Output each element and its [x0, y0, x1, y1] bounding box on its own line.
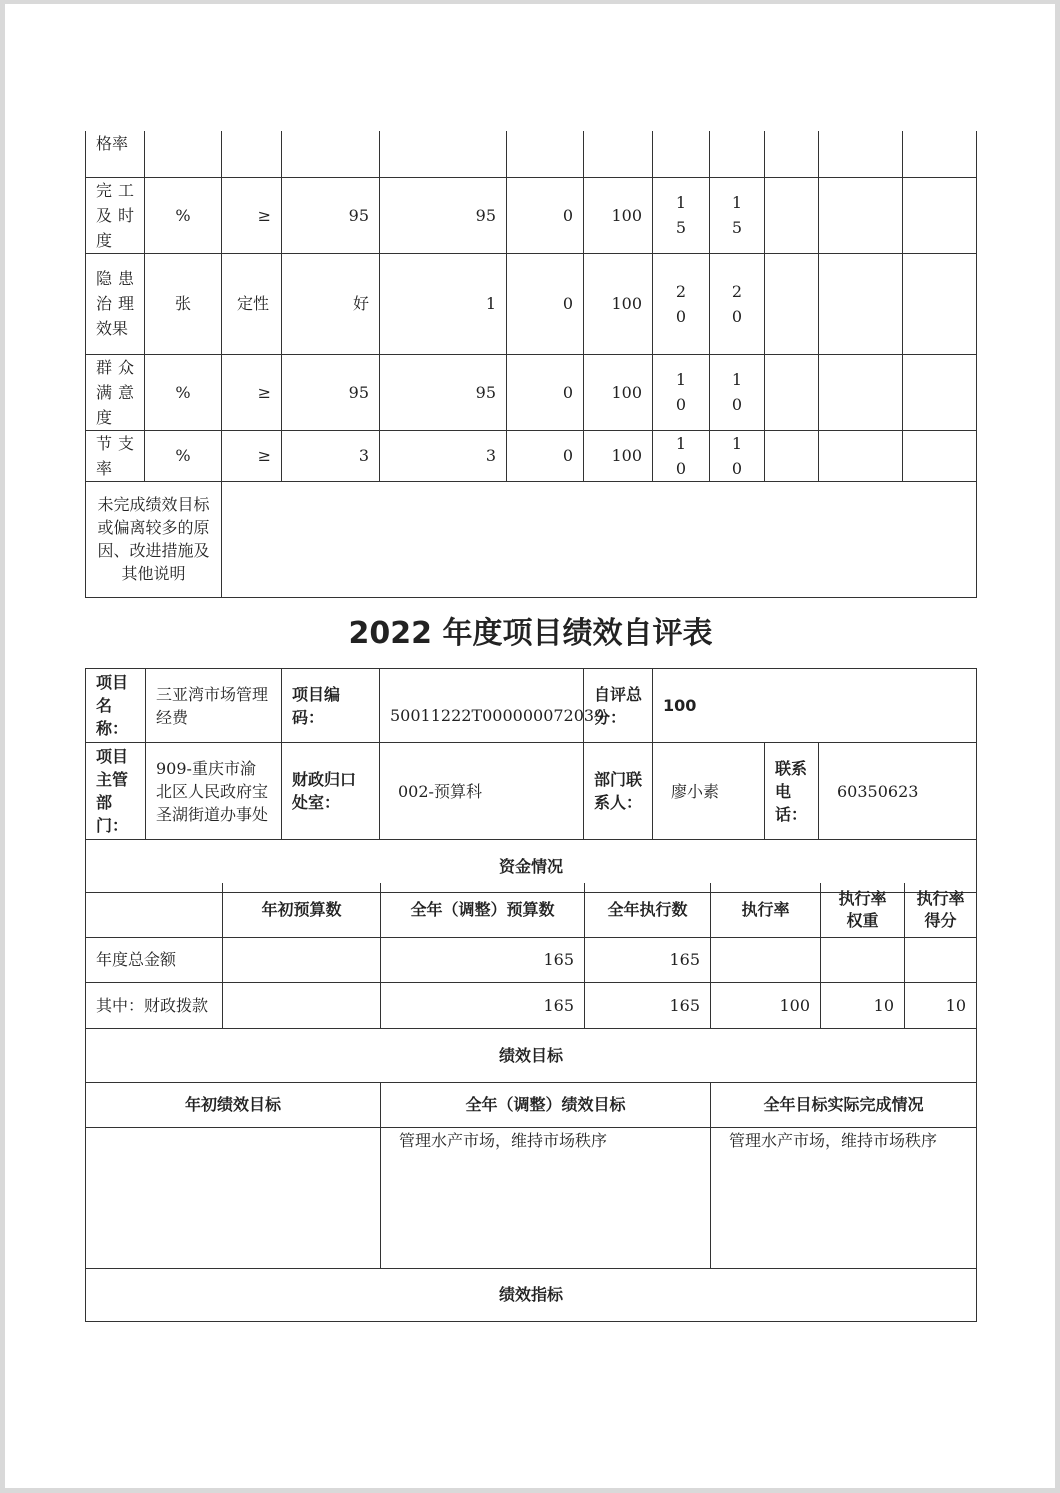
target-cell: 95 — [282, 354, 380, 430]
goals-header: 年初绩效目标 — [86, 1082, 381, 1127]
score-value: 100 — [653, 669, 977, 743]
funds-cell: 100 — [711, 982, 821, 1028]
actual-cell: 3 — [380, 430, 507, 481]
weight-cell: 1 0 — [653, 430, 710, 481]
goals-section-title: 绩效目标 — [86, 1028, 977, 1082]
target-cell: 3 — [282, 430, 380, 481]
value-cell: 0 — [507, 354, 584, 430]
dept-value: 909-重庆市渝北区人民政府宝圣湖街道办事处 — [146, 743, 282, 840]
indicator-name: 完工及时度 — [86, 177, 145, 253]
goal-initial — [86, 1127, 381, 1268]
funds-cell — [223, 937, 381, 982]
funds-cell: 165 — [381, 937, 585, 982]
operator-cell: ≥ — [222, 177, 282, 253]
funds-cell — [711, 937, 821, 982]
operator-cell: 定性 — [222, 253, 282, 354]
target-cell: 好 — [282, 253, 380, 354]
funds-header: 执行率 — [711, 883, 821, 937]
indicators-section-title: 绩效指标 — [86, 1268, 977, 1321]
value-cell: 0 — [507, 253, 584, 354]
value-cell: 0 — [507, 177, 584, 253]
project-name: 三亚湾市场管理经费 — [146, 669, 282, 743]
operator-cell: ≥ — [222, 354, 282, 430]
actual-cell: 95 — [380, 354, 507, 430]
note-label: 未完成绩效目标或偏离较多的原因、改进措施及其他说明 — [86, 481, 222, 597]
goal-actual: 管理水产市场，维持市场秩序 — [711, 1127, 977, 1268]
score-cell: 1 0 — [710, 354, 765, 430]
indicator-name: 群众满意度 — [86, 354, 145, 430]
value-cell: 100 — [584, 253, 653, 354]
score-label: 自评总分： — [584, 669, 653, 743]
goal-adjusted: 管理水产市场，维持市场秩序 — [381, 1127, 711, 1268]
finance-value: 002-预算科 — [380, 743, 584, 840]
actual-cell: 95 — [380, 177, 507, 253]
self-evaluation-table — [85, 668, 977, 893]
funds-cell — [905, 937, 977, 982]
unit-cell: % — [145, 430, 222, 481]
value-cell: 100 — [584, 177, 653, 253]
indicator-name: 节支率 — [86, 430, 145, 481]
project-name-label: 项目名称： — [86, 669, 146, 743]
weight-cell: 1 5 — [653, 177, 710, 253]
target-cell: 95 — [282, 177, 380, 253]
funds-header: 全年执行数 — [585, 883, 711, 937]
funds-cell: 165 — [585, 982, 711, 1028]
goals-header: 全年（调整）绩效目标 — [381, 1082, 711, 1127]
unit-cell: % — [145, 354, 222, 430]
funds-header: 全年（调整）预算数 — [381, 883, 585, 937]
funds-cell — [821, 937, 905, 982]
funds-row-label: 其中：财政拨款 — [86, 982, 223, 1028]
table-row — [86, 669, 977, 743]
weight-cell: 1 0 — [653, 354, 710, 430]
value-cell: 100 — [584, 430, 653, 481]
page-title: 2022 年度项目绩效自评表 — [348, 616, 713, 651]
value-cell: 100 — [584, 354, 653, 430]
table-row — [86, 982, 977, 1028]
contact-value: 廖小素 — [653, 743, 765, 840]
indicator-name: 格率 — [86, 131, 145, 177]
funds-section-title: 资金情况 — [86, 840, 977, 893]
table-row — [86, 1127, 977, 1268]
funds-row-label: 年度总金额 — [86, 937, 223, 982]
actual-cell: 1 — [380, 253, 507, 354]
table-row — [86, 354, 977, 430]
weight-cell: 2 0 — [653, 253, 710, 354]
unit-cell: 张 — [145, 253, 222, 354]
table-row — [86, 1082, 977, 1127]
project-code: 50011222T000000072039 — [380, 669, 584, 743]
phone-label: 联系电话： — [765, 743, 819, 840]
dept-label: 项目主管部门： — [86, 743, 146, 840]
table-row — [86, 131, 977, 177]
table-row — [86, 743, 977, 840]
table-row — [86, 481, 977, 597]
score-cell: 1 0 — [710, 430, 765, 481]
funds-goals-table — [85, 883, 977, 1322]
funds-cell: 165 — [585, 937, 711, 982]
score-cell: 2 0 — [710, 253, 765, 354]
section-row — [86, 1028, 977, 1082]
finance-label: 财政归口处室： — [282, 743, 380, 840]
funds-cell: 10 — [821, 982, 905, 1028]
indicator-table-continued — [85, 131, 976, 598]
funds-cell — [223, 982, 381, 1028]
unit-cell: % — [145, 177, 222, 253]
indicator-name: 隐患治理效果 — [86, 253, 145, 354]
funds-cell: 165 — [381, 982, 585, 1028]
funds-cell: 10 — [905, 982, 977, 1028]
table-row — [86, 937, 977, 982]
score-cell: 1 5 — [710, 177, 765, 253]
table-row — [86, 430, 977, 481]
goals-header: 全年目标实际完成情况 — [711, 1082, 977, 1127]
funds-header: 执行率得分 — [905, 883, 977, 937]
operator-cell: ≥ — [222, 430, 282, 481]
project-code-label: 项目编码： — [282, 669, 380, 743]
funds-header: 执行率权重 — [821, 883, 905, 937]
value-cell: 0 — [507, 430, 584, 481]
table-row — [86, 177, 977, 253]
note-value — [222, 481, 977, 597]
table-row — [86, 253, 977, 354]
table-row — [86, 883, 977, 937]
funds-header: 年初预算数 — [223, 883, 381, 937]
section-row — [86, 1268, 977, 1321]
contact-label: 部门联系人： — [584, 743, 653, 840]
phone-value: 60350623 — [819, 743, 977, 840]
